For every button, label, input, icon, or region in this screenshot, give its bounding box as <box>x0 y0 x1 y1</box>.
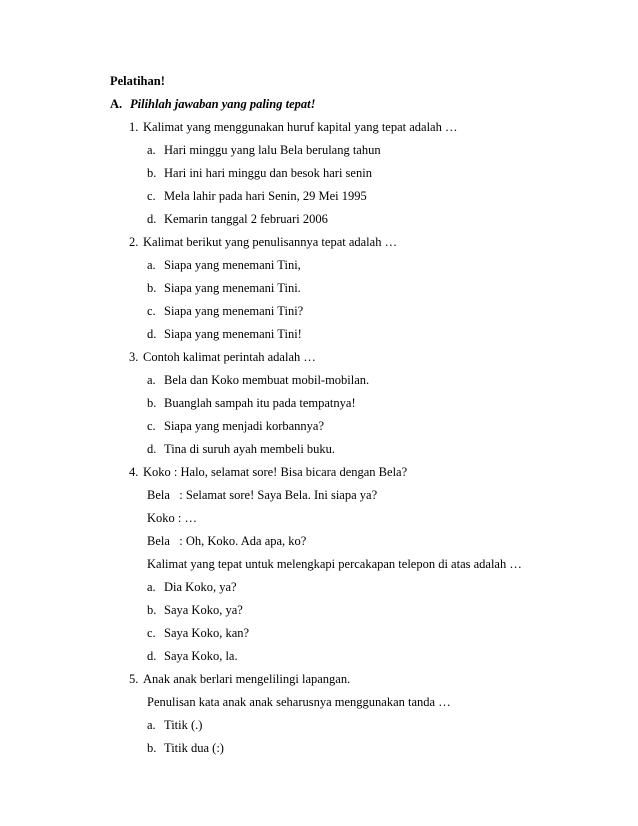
question-3 <box>129 349 316 365</box>
option-letter: b. <box>147 603 157 617</box>
option-2b <box>147 280 301 296</box>
option-3b <box>147 395 356 411</box>
option-text: Siapa yang menemani Tini. <box>164 281 301 295</box>
option-letter: c. <box>147 189 156 203</box>
question-text: Anak anak berlari mengelilingi lapangan. <box>143 672 351 686</box>
option-text: Siapa yang menemani Tini? <box>164 304 304 318</box>
option-text: Saya Koko, ya? <box>164 603 243 617</box>
option-letter: b. <box>147 396 157 410</box>
question-number: 1. <box>129 120 139 134</box>
question-number: 3. <box>129 350 139 364</box>
option-letter: a. <box>147 580 156 594</box>
option-letter: a. <box>147 373 156 387</box>
option-text: Siapa yang menjadi korbannya? <box>164 419 325 433</box>
option-letter: a. <box>147 258 156 272</box>
option-letter: d. <box>147 212 157 226</box>
option-letter: a. <box>147 143 156 157</box>
question-5 <box>129 671 350 687</box>
section-marker: A. <box>110 97 123 111</box>
option-1b <box>147 165 372 181</box>
option-text: Buanglah sampah itu pada tempatnya! <box>164 396 356 410</box>
option-4d <box>147 648 238 664</box>
option-letter: d. <box>147 327 157 341</box>
option-2c <box>147 303 303 319</box>
option-2d <box>147 326 302 342</box>
option-text: Saya Koko, kan? <box>164 626 250 640</box>
dialogue-line-2: Koko : … <box>147 511 197 525</box>
option-text: Bela dan Koko membuat mobil-mobilan. <box>164 373 370 387</box>
option-letter: b. <box>147 741 157 755</box>
question-2 <box>129 234 397 250</box>
question-number: 2. <box>129 235 139 249</box>
option-letter: c. <box>147 419 156 433</box>
option-2a <box>147 257 301 273</box>
option-text: Siapa yang menemani Tini! <box>164 327 302 341</box>
option-3a <box>147 372 369 388</box>
option-text: Dia Koko, ya? <box>164 580 237 594</box>
option-3c <box>147 418 324 434</box>
option-letter: b. <box>147 281 157 295</box>
option-text: Hari ini hari minggu dan besok hari senin <box>164 166 372 180</box>
option-text: Tina di suruh ayah membeli buku. <box>164 442 336 456</box>
option-1d <box>147 211 328 227</box>
option-letter: d. <box>147 649 157 663</box>
option-text: Titik (.) <box>164 718 203 732</box>
question-5-prompt: Penulisan kata anak anak seharusnya menggunakan tanda … <box>147 695 451 709</box>
question-text: Contoh kalimat perintah adalah … <box>143 350 316 364</box>
document-heading: Pelatihan! <box>110 74 165 88</box>
option-1a <box>147 142 381 158</box>
option-letter: b. <box>147 166 157 180</box>
section-title-row <box>110 96 315 112</box>
question-text: Kalimat berikut yang penulisannya tepat adalah … <box>143 235 398 249</box>
option-text: Siapa yang menemani Tini, <box>164 258 301 272</box>
option-text: Hari minggu yang lalu Bela berulang tahun <box>164 143 381 157</box>
option-text: Mela lahir pada hari Senin, 29 Mei 1995 <box>164 189 367 203</box>
option-1c <box>147 188 367 204</box>
section-title: Pilihlah jawaban yang paling tepat! <box>130 97 316 111</box>
option-letter: a. <box>147 718 156 732</box>
option-letter: c. <box>147 626 156 640</box>
option-3d <box>147 441 335 457</box>
question-1 <box>129 119 457 135</box>
option-4c <box>147 625 249 641</box>
option-text: Kemarin tanggal 2 februari 2006 <box>164 212 328 226</box>
dialogue-line-1: Bela : Selamat sore! Saya Bela. Ini siapa ya? <box>147 488 378 502</box>
option-text: Saya Koko, la. <box>164 649 238 663</box>
question-text: Kalimat yang menggunakan huruf kapital yang tepat adalah … <box>143 120 458 134</box>
option-5a <box>147 717 202 733</box>
question-text: Koko : Halo, selamat sore! Bisa bicara dengan Bela? <box>143 465 408 479</box>
option-text: Titik dua (:) <box>164 741 224 755</box>
question-number: 4. <box>129 465 139 479</box>
option-letter: d. <box>147 442 157 456</box>
option-5b <box>147 740 224 756</box>
question-4 <box>129 464 407 480</box>
question-number: 5. <box>129 672 139 686</box>
option-4b <box>147 602 243 618</box>
question-4-prompt: Kalimat yang tepat untuk melengkapi percakapan telepon di atas adalah … <box>147 557 522 571</box>
dialogue-line-3: Bela : Oh, Koko. Ada apa, ko? <box>147 534 307 548</box>
option-letter: c. <box>147 304 156 318</box>
option-4a <box>147 579 237 595</box>
